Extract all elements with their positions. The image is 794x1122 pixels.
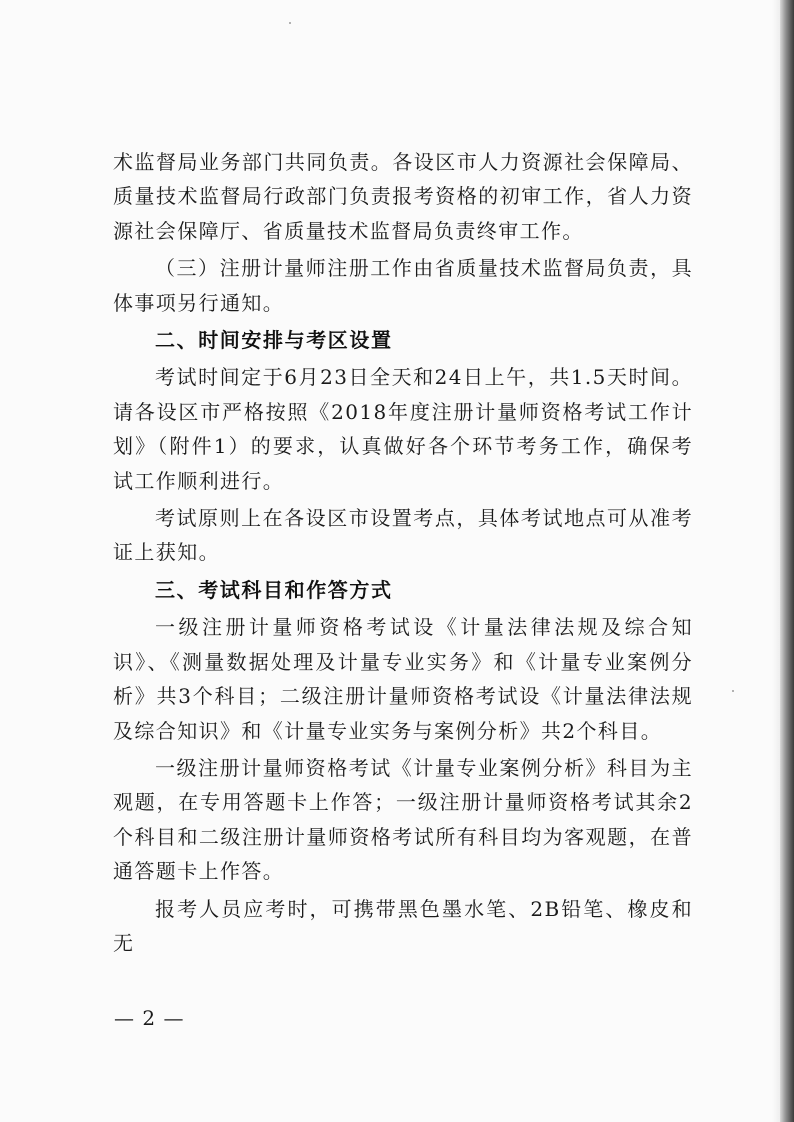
scan-edge [780,0,794,1122]
scan-speck [732,690,734,692]
section-heading-subjects: 三、考试科目和作答方式 [155,577,393,602]
page-number: — 2 — [114,1006,185,1030]
document-body [113,145,693,960]
paragraph-exam-location: 考试原则上在各设区市设置考点，具体考试地点可从准考证上获知。 [113,506,693,565]
paragraph-exam-materials: 报考人员应考时，可携带黑色墨水笔、2B铅笔、橡皮和无 [113,896,693,955]
paragraph-registration: （三）注册计量师注册工作由省质量技术监督局负责，具体事项另行通知。 [113,256,693,315]
scan-speck [289,22,291,24]
paragraph-subjects: 一级注册计量师资格考试设《计量法律法规及综合知识》、《测量数据处理及计量专业实务》和《计量专业案例分析》共3个科目；二级注册计量师资格考试设《计量法律法规及综合知识》和《计量专业实务与案例分析》共2个科目。 [113,615,693,743]
section-heading-schedule: 二、时间安排与考区设置 [155,328,393,353]
paragraph-answer-method: 一级注册计量师资格考试《计量专业案例分析》科目为主观题，在专用答题卡上作答；一级注册计量师资格考试其余2个科目和二级注册计量师资格考试所有科目均为客观题，在普通答题卡上作答。 [113,755,693,884]
paragraph-exam-time: 考试时间定于6月23日全天和24日上午，共1.5天时间。请各设区市严格按照《2018年度注册计量师资格考试工作计划》（附件1）的要求，认真做好各个环节考务工作，确保考试工作顺利进行。 [113,365,693,493]
paragraph-continuation: 术监督局业务部门共同负责。各设区市人力资源社会保障局、质量技术监督局行政部门负责报考资格的初审工作，省人力资源社会保障厅、省质量技术监督局负责终审工作。 [113,150,693,243]
scan-shadow [772,0,780,1122]
